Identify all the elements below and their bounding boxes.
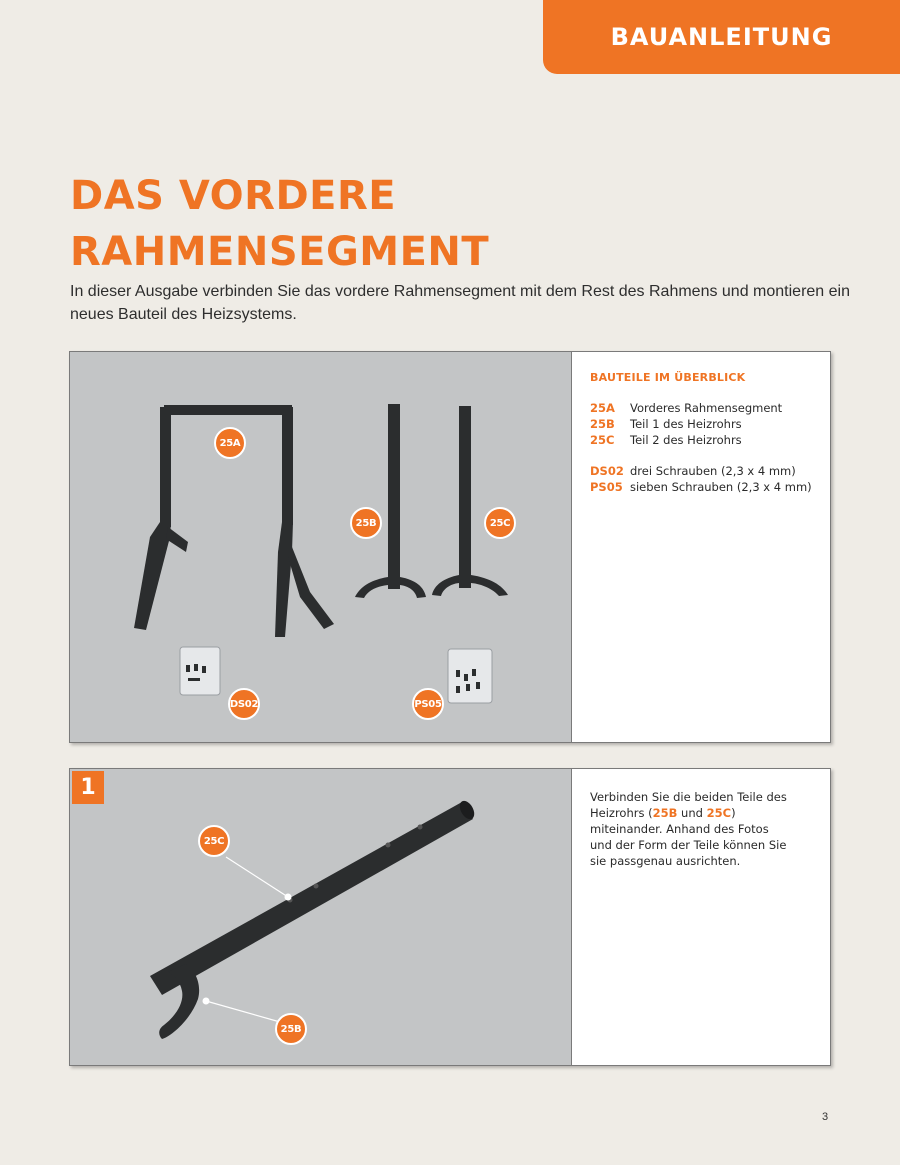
screw-bags xyxy=(180,647,492,703)
part-badge-ds02: DS02 xyxy=(228,688,260,720)
parts-overview-panel xyxy=(69,351,831,743)
step-1-text-part: ) miteinander. Anhand des Fotos und der Form der Teile können Sie sie passgenau ausrichten. xyxy=(590,806,787,868)
step-1-illustration xyxy=(70,769,572,1065)
screw-description: sieben Schrauben (2,3 x 4 mm) xyxy=(630,480,812,494)
part-description: Teil 2 des Heizrohrs xyxy=(630,433,742,447)
parts-list-item xyxy=(590,432,814,448)
parts-photo xyxy=(70,352,572,742)
part-badge-25b: 25B xyxy=(350,507,382,539)
page-number: 3 xyxy=(822,1111,829,1123)
part-reference-25c: 25C xyxy=(706,806,732,820)
section-tab xyxy=(543,0,900,74)
parts-list-item xyxy=(590,400,814,416)
screw-description: drei Schrauben (2,3 x 4 mm) xyxy=(630,464,796,478)
part-badge-25b: 25B xyxy=(275,1013,307,1045)
step-1-text-part: Verbinden Sie die beiden Teile des Heizrohrs ( xyxy=(590,790,787,820)
part-description: Vorderes Rahmensegment xyxy=(630,401,783,415)
part-badge-25c: 25C xyxy=(484,507,516,539)
part-badge-25c: 25C xyxy=(198,825,230,857)
step-1-text xyxy=(590,789,790,869)
parts-list-heading: BAUTEILE IM ÜBERBLICK xyxy=(590,371,746,384)
part-description: Teil 1 des Heizrohrs xyxy=(630,417,742,431)
section-tab-label: BAUANLEITUNG xyxy=(610,23,833,51)
page-title xyxy=(70,168,770,280)
part-badge-25a: 25A xyxy=(214,427,246,459)
step-1-text-part: und xyxy=(677,806,707,820)
screw-list-item xyxy=(590,463,814,479)
screw-code: PS05 xyxy=(590,480,623,494)
screw-code: DS02 xyxy=(590,464,624,478)
heating-pipe-part-1 xyxy=(355,404,426,598)
parts-list-item xyxy=(590,416,814,432)
part-code: 25A xyxy=(590,401,615,415)
step-1-photo xyxy=(70,769,572,1065)
part-code: 25B xyxy=(590,417,615,431)
part-code: 25C xyxy=(590,433,615,447)
intro-text: In dieser Ausgabe verbinden Sie das vordere Rahmensegment mit dem Rest des Rahmens und montieren ein neues Bauteil des Heizsystems. xyxy=(70,283,850,323)
page-title-line-2: RAHMENSEGMENT xyxy=(70,229,490,275)
screw-list-item xyxy=(590,479,814,495)
parts-list xyxy=(572,352,830,742)
parts-illustration xyxy=(70,352,572,742)
step-number: 1 xyxy=(72,771,104,804)
part-reference-25b: 25B xyxy=(652,806,678,820)
part-badge-ps05: PS05 xyxy=(412,688,444,720)
step-1-panel xyxy=(69,768,831,1066)
page-title-line-1: DAS VORDERE xyxy=(70,173,397,219)
heating-pipe-part-2 xyxy=(432,406,508,596)
step-1-instructions xyxy=(572,769,830,1065)
